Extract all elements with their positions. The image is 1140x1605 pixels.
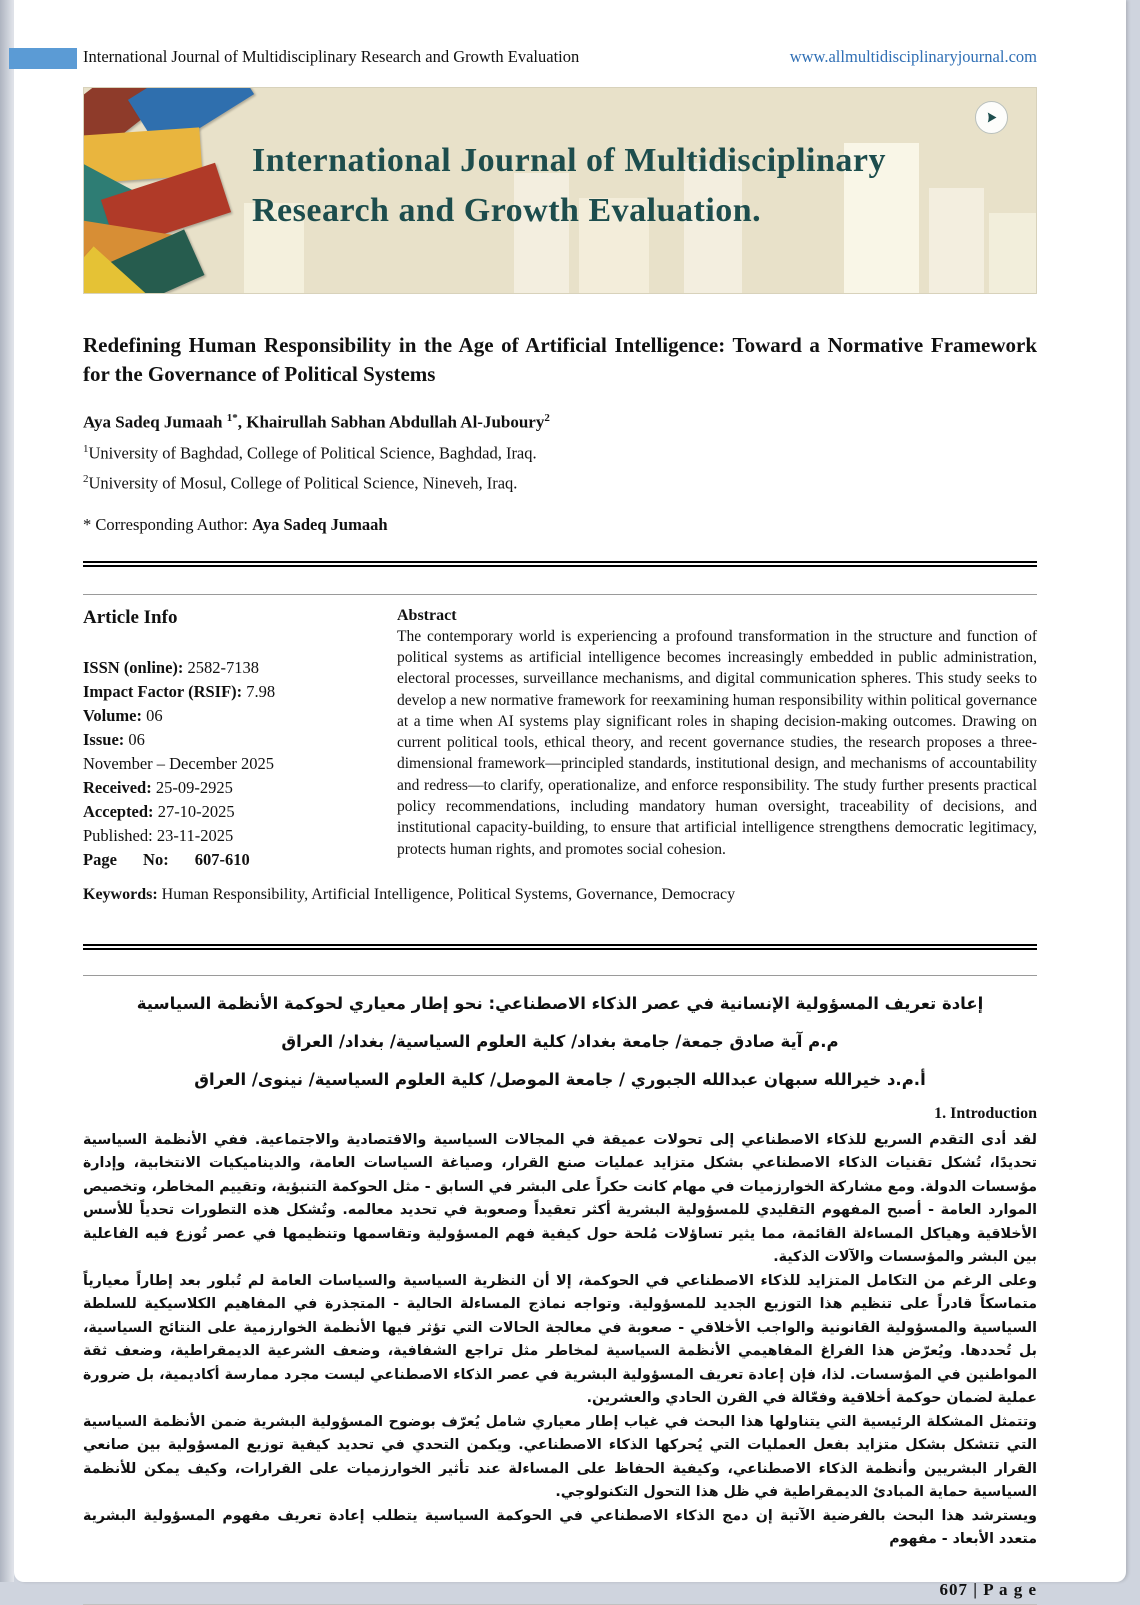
article-info-fields: [83, 656, 383, 872]
running-header-journal-name: International Journal of Multidisciplinary Research and Growth Evaluation: [83, 47, 580, 66]
keywords-list: Human Responsibility, Artificial Intelligence, Political Systems, Governance, Democracy: [157, 885, 736, 903]
field-period: November – December 2025: [83, 753, 275, 773]
intro-paragraph-2: وعلى الرغم من التكامل المتزايد للذكاء الاصطناعي في الحوكمة، إلا أن النظرية السياسية والسياسات العامة لم تُبلور بعد إطاراً معيارياً متماسكاً قادراً على تنظيم هذا التوزيع الجديد للمسؤولية. وتواجه نماذج المساءلة الحالية - المتجذرة في المفاهيم الكلاسيكية للسلطة السياسية والمسؤولية القانونية والواجب الأخلاقي - صعوبة في معالجة الحالات التي تؤثر فيها الأنظمة الخوارزمية على النتائج السياسية، بل تُحددها. ويُعرّض هذا الفراغ المفاهيمي الأنظمة السياسية لمخاطر مثل تراجع الشفافية، وضعف الشرعية الديمقراطية، وضعف ثقة المواطنين في المؤسسات. لذا، فإن إعادة تعريف المسؤولية البشرية في عصر الذكاء الاصطناعي ليست مجرد ممارسة أكاديمية، بل ضرورة عملية لضمان حوكمة أخلاقية وفعّالة في القرن الحادي والعشرين.: [83, 1272, 1037, 1407]
intro-paragraph-4: ويسترشد هذا البحث بالفرضية الآتية إن دمج الذكاء الاصطناعي في الحوكمة السياسية يتطلب إعادة تعريف مفهوم المسؤولية البشرية متعدد الأبعاد - مفهوم: [83, 1507, 1037, 1548]
affiliation-1: $^1$University of Baghdad, College of Political Science, Baghdad, Iraq.: [83, 442, 537, 463]
field-issn: ISSN (online): 2582-7138: [83, 657, 260, 677]
field-received: Received: 25-09-2925: [83, 777, 233, 797]
author-1-superscript: 1*: [226, 412, 238, 424]
intro-paragraph-1: لقد أدى التقدم السريع للذكاء الاصطناعي إلى تحولات عميقة في المجالات السياسية والاقتصادية والاجتماعية. ففي الأنظمة السياسية تحديدًا، تُشكل تقنيات الذكاء الاصطناعي بشكل متزايد عمليات صنع القرار، وصياغة السياسات العامة، والديناميكيات الانتخابية، وإدارة مؤسسات الدولة. ومع مشاركة الخوارزميات في مهام كانت حكراً على البشر في السابق - مثل الحوكمة التنبؤية، وتقييم المخاطر، وتخصيص الموارد العامة - أصبح المفهوم التقليدي للمسؤولية البشرية أكثر تعقيداً وصعوبة في تحديد معالمه. وتُشكل هذه التطورات تحدياً للأسس الأخلاقية وهياكل المساءلة القائمة، مما يثير تساؤلات مُلحة حول كيفية فهم المسؤولية وتقاسمها وتنظيمها في عصر تُوزع فيه الفاعلية بين البشر والمؤسسات والآلات الذكية.: [83, 1131, 1037, 1266]
stacked-books-illustration: [84, 88, 259, 293]
abstract-column: [397, 607, 1037, 872]
abstract-text: The contemporary world is experiencing a profound transformation in the structure and function of political systems as artificial intelligence becomes increasingly embedded in public administration, electoral processes, surveillance mechanisms, and digital communication spheres. This study seeks to develop a new normative framework for reexamining human responsibility within political governance at a time when AI systems play significant roles in shaping decision-making outcomes. Drawing on current political tools, ethical theory, and recent governance studies, the research proposes a three-dimensional framework—principled standards, institutional design, and mechanisms of accountability and redress—to clarify, operationalize, and enforce responsibility. The study further presents practical policy recommendations, including mandatory human oversight, traceability of decisions, and institutional capacity-building, to ensure that artificial intelligence strengthens democratic legitimacy, protects human rights, and promotes social cohesion.: [397, 627, 1037, 858]
author-2: , Khairullah Sabhan Abdullah Al-Juboury: [237, 412, 545, 432]
keywords-label: Keywords:: [83, 885, 158, 903]
affiliation-2-superscript: 2: [83, 473, 89, 486]
article-title: Redefining Human Responsibility in the Age of Artificial Intelligence: Toward a Normative Framework for the Governance of Political Systems: [83, 333, 1037, 386]
affiliation-2: $^2$University of Mosul, College of Political Science, Nineveh, Iraq.: [83, 473, 518, 493]
field-volume: Volume: 06: [83, 705, 163, 725]
background-book-spine: [929, 188, 984, 293]
introduction-body: [83, 1129, 1037, 1552]
journal-logo-icon: [975, 101, 1008, 134]
corresponding-author-line: * Corresponding Author: Aya Sadeq Jumaah: [83, 514, 388, 534]
banner-title-line1: International Journal of Multidisciplinary: [252, 142, 886, 179]
arabic-author-1: م.م آية صادق جمعة/ جامعة بغداد/ كلية العلوم السياسية/ بغداد/ العراق: [281, 1031, 839, 1051]
journal-website-link[interactable]: www.allmultidisciplinaryjournal.com: [789, 47, 1037, 66]
introduction-heading: 1. Introduction: [934, 1104, 1037, 1122]
affiliations: [83, 436, 1037, 497]
divider-double-rule: [83, 561, 1037, 567]
divider-thin-rule: [83, 594, 1037, 595]
page-number-footer: 607 | P a g e: [939, 1579, 1037, 1599]
field-accepted: Accepted: 27-10-2025: [83, 801, 235, 821]
article-info-heading: Article Info: [83, 606, 178, 628]
background-book-spine: [989, 213, 1037, 293]
document-page: [14, 0, 1126, 1599]
arabic-article-title: إعادة تعريف المسؤولية الإنسانية في عصر الذكاء الاصطناعي: نحو إطار معياري لحوكمة الأنظمة السياسية: [136, 993, 984, 1013]
journal-banner: [83, 87, 1037, 294]
keywords-line: [83, 886, 1037, 904]
author-2-superscript: 2: [544, 412, 550, 424]
header-accent-bar: [9, 48, 77, 69]
authors-line: [83, 412, 1037, 433]
corresponding-author-name: Aya Sadeq Jumaah: [252, 514, 388, 534]
divider-thin-rule: [83, 975, 1037, 976]
field-issue: Issue: 06: [83, 729, 145, 749]
field-impact-factor: Impact Factor (RSIF): 7.98: [83, 681, 276, 701]
divider-double-rule: [83, 944, 1037, 950]
article-info-column: [83, 607, 383, 872]
intro-paragraph-3: وتتمثل المشكلة الرئيسية التي يتناولها هذا البحث في غياب إطار معياري شامل يُعرّف بوضوح المسؤولية البشرية ضمن الأنظمة السياسية التي تتشكل بشكل متزايد بفعل العمليات التي يُحركها الذكاء الاصطناعي. ويكمن التحدي في تحديد كيفية توزيع المسؤولية بين صانعي القرار البشريين وأنظمة الذكاء الاصطناعي، وكيفية الحفاظ على المساءلة عند تأثير الخوارزميات على القرارات، وكيف يمكن للأنظمة السياسية حماية المبادئ الديمقراطية في ظل هذا التحول التكنولوجي.: [83, 1413, 1037, 1501]
banner-journal-title: [252, 136, 886, 236]
arabic-title-block: [83, 985, 1037, 1099]
author-1: Aya Sadeq Jumaah: [83, 412, 227, 432]
running-header: [83, 0, 1037, 67]
abstract-heading: Abstract: [397, 606, 457, 624]
arabic-author-2: أ.م.د خيرالله سبهان عبدالله الجبوري / جامعة الموصل/ كلية العلوم السياسية/ نينوى/ العراق: [194, 1069, 926, 1089]
banner-title-line2: Research and Growth Evaluation.: [252, 192, 762, 229]
page-left-edge: [0, 0, 14, 1582]
field-page-no: Page No: 607-610: [83, 849, 250, 869]
info-abstract-section: [83, 607, 1037, 872]
affiliation-1-superscript: 1: [83, 442, 89, 455]
field-published: Published: 23-11-2025: [83, 825, 234, 845]
